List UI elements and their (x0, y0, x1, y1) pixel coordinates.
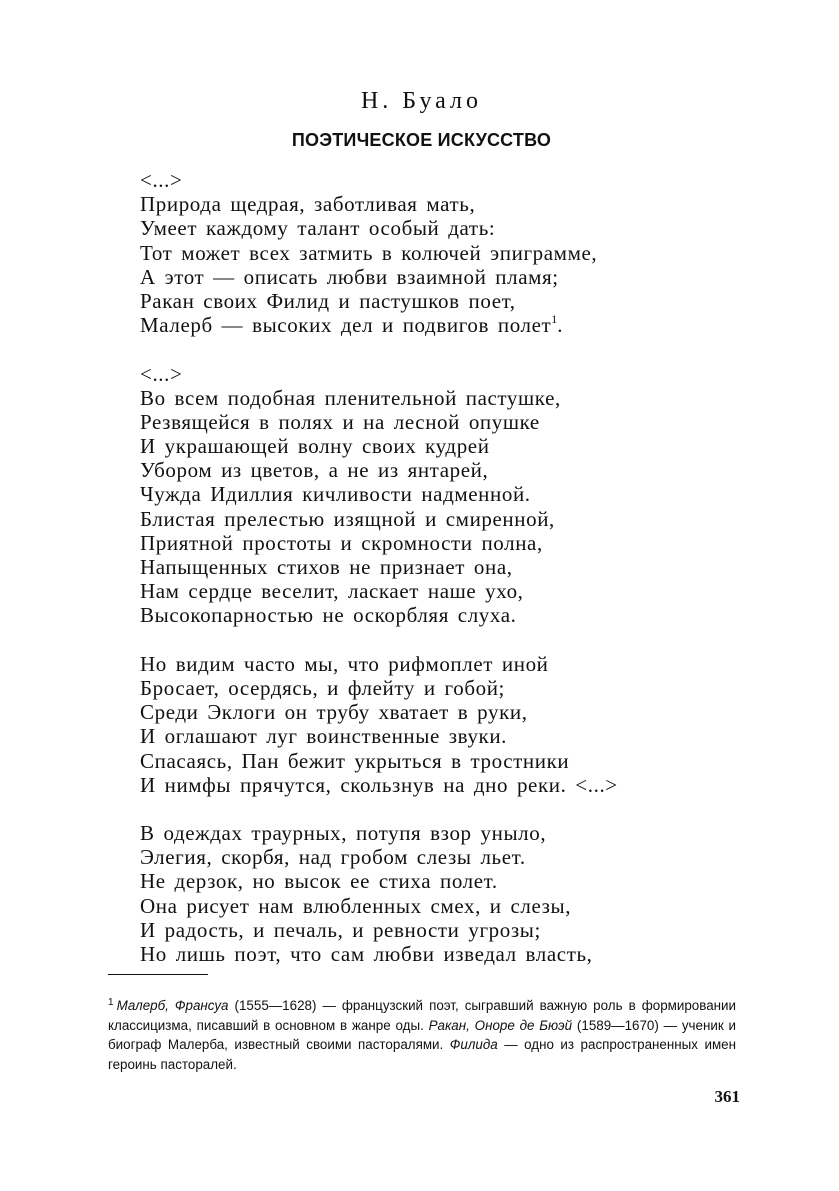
footnote-text: — одно из распространенных имен героинь пасторалей. (108, 1037, 736, 1072)
poem-line: Ракан своих Филид и пастушков поет, (140, 288, 516, 313)
poem-line: Но видим часто мы, что рифмоплет иной (140, 651, 549, 676)
poem-line: Малерб — высоких дел и подвигов полет$^1$. (140, 312, 564, 338)
footnote-text: (1589—1670) — ученик и биограф Малерба, известный своими пасторалями. (108, 1017, 736, 1053)
poem-line: Умеет каждому талант особый дать: (140, 216, 496, 241)
poem-line: Нам сердце веселит, ласкает наше ухо, (140, 579, 524, 604)
page-number: 361 (714, 1087, 740, 1106)
poem-line: Напыщенных стихов не признает она, (140, 555, 513, 579)
stanza-gap (140, 628, 740, 652)
stanza-gap (140, 797, 740, 821)
footnote-name: Филида (449, 1037, 498, 1053)
author-heading: Н. Буало (360, 88, 483, 114)
footnote-name: Ракан, Оноре де Бюэй (428, 1017, 573, 1033)
poem-line: Она рисует нам влюбленных смех, и слезы, (140, 893, 572, 918)
stanza (140, 821, 740, 966)
poem-line: Спасаясь, Пан бежит укрыться в тростники (140, 748, 570, 773)
poem-body (140, 168, 740, 966)
poem-line: В одеждах траурных, потупя взор уныло, (140, 821, 547, 846)
footnote (108, 996, 736, 1074)
poem-line: И нимфы прячутся, скользнув на дно реки. <...> (140, 772, 618, 797)
poem-line: <...> (140, 168, 183, 192)
poem-line: Высокопарностью не оскорбляя слуха. (140, 603, 517, 628)
poem-line: Убором из цветов, а не из янтарей, (140, 458, 489, 483)
stanza (140, 362, 740, 628)
poem-line: Блистая прелестью изящной и смиренной, (140, 506, 555, 531)
poem-line: И украшающей волну своих кудрей (140, 434, 490, 459)
poem-line: Резвящейся в полях и на лесной опушке (140, 409, 540, 434)
poem-line: Приятной простоты и скромности полна, (140, 530, 543, 555)
poem-line: Во всем подобная пленительной пастушке, (140, 385, 561, 410)
footnote-reference: 1 (551, 312, 558, 327)
poem-line: <...> (140, 361, 183, 386)
poem-line: Не дерзок, но высок ее стиха полет. (140, 869, 498, 894)
poem-line: И радость, и печаль, и ревности угрозы; (140, 917, 541, 942)
footnote-text: (1555—1628) — французский поэт, сыгравший важную роль в формировании классицизма, писавший в основном в жанре оды. (108, 998, 737, 1033)
poem-line: Чужда Идиллия кичливости надменной. (140, 482, 531, 507)
footnote-marker: 1 (108, 997, 114, 1008)
stanza (140, 652, 740, 797)
stanza (140, 168, 740, 337)
poem-line: Природа щедрая, заботливая мать, (140, 192, 476, 217)
poem-line: Тот может всех затмить в колючей эпиграмме, (140, 240, 598, 265)
footnote-divider (108, 974, 208, 975)
poem-line: Но лишь поэт, что сам любви изведал власть, (140, 942, 593, 966)
stanza-gap (140, 337, 740, 361)
poem-line: Бросает, осердясь, и флейту и гобой; (140, 675, 505, 700)
footnote-name: Малерб, Франсуа (116, 998, 229, 1013)
poem-line: И оглашают луг воинственные звуки. (140, 724, 508, 749)
poem-line: А этот — описать любви взаимной пламя; (140, 264, 559, 289)
poem-line: Элегия, скорбя, над гробом слезы льет. (140, 845, 526, 870)
poem-line: Среди Эклоги он трубу хватает в руки, (140, 700, 528, 725)
poem-title: ПОЭТИЧЕСКОЕ ИСКУССТВО (291, 130, 552, 150)
